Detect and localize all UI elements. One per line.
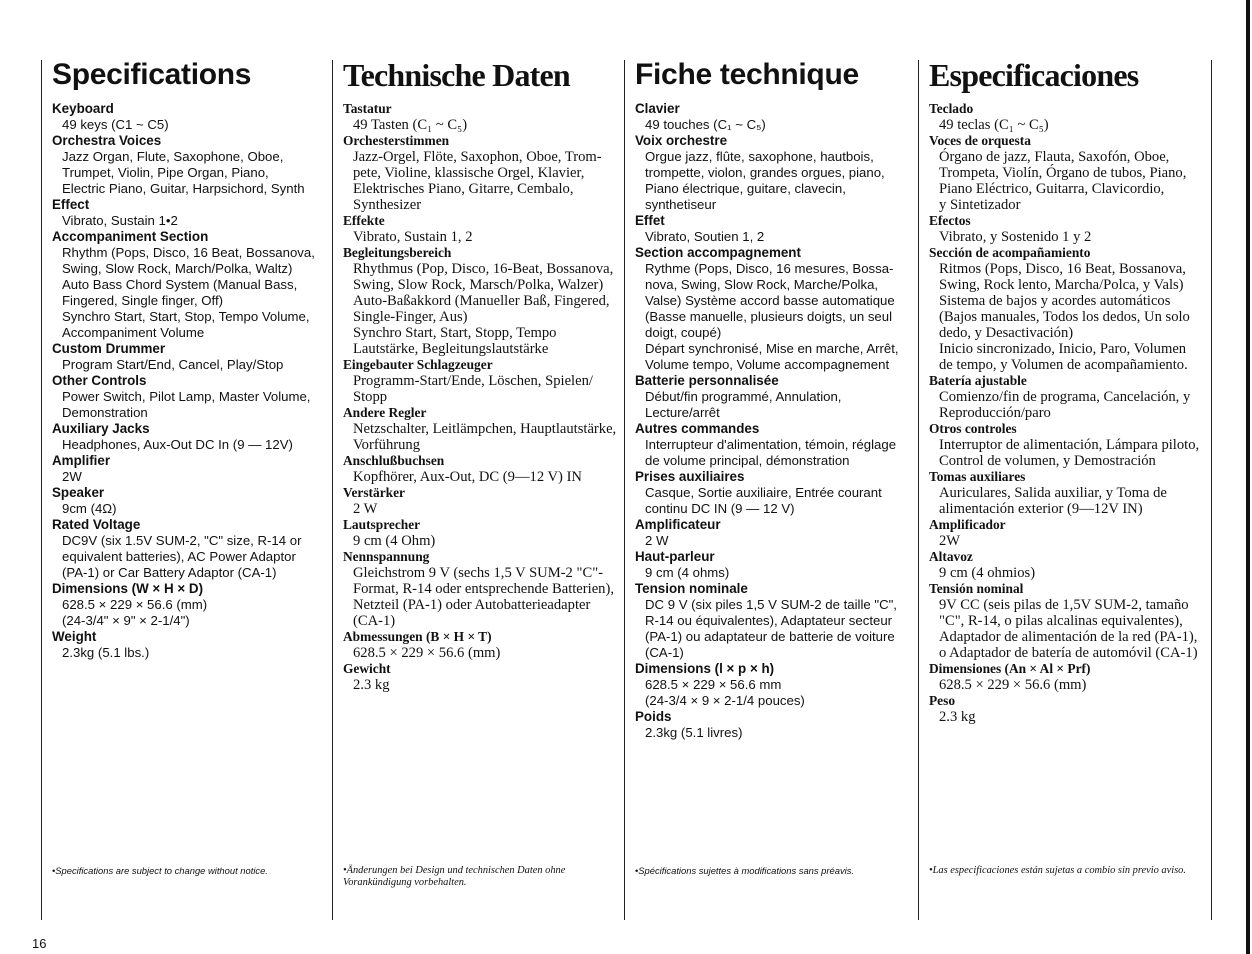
spec-value: Rhythm (Pops, Disco, 16 Beat, Bossanova, Swing, Slow Rock, March/Polka, Waltz) Auto Bass Chord System (Manual Bass, Fingered, Single finger, Off) Synchro Start, Start, Stop, Tempo Volume, Accompaniment Volume xyxy=(62,245,315,340)
spec-value: Netzschalter, Leitlämpchen, Hauptlautstärke, Vorführung xyxy=(353,421,617,453)
spec-value: 628.5 × 229 × 56.6 (mm) (24-3/4" × 9" × 2-1/4") xyxy=(62,597,208,628)
spec-term: Poids xyxy=(635,709,672,724)
spec-entry xyxy=(52,517,333,581)
spec-entry xyxy=(343,101,624,133)
spec-value: Comienzo/fin de programa, Cancelación, y Reproducción/paro xyxy=(939,389,1191,421)
spec-entry xyxy=(52,485,333,517)
spec-term: Tomas auxiliares xyxy=(929,469,1026,484)
spec-value: 9 cm (4 Ohm) xyxy=(353,533,436,549)
spec-entry xyxy=(52,421,333,453)
spec-value: Headphones, Aux-Out DC In (9 — 12V) xyxy=(62,437,293,452)
specs-column-french xyxy=(624,60,918,920)
spec-term: Prises auxiliaires xyxy=(635,469,745,484)
spec-term: Gewicht xyxy=(343,661,391,676)
spec-term: Haut-parleur xyxy=(635,549,715,564)
spec-term: Voces de orquesta xyxy=(929,133,1031,148)
spec-term: Speaker xyxy=(52,485,105,500)
spec-term: Amplificateur xyxy=(635,517,721,532)
specs-column-spanish xyxy=(918,57,1212,920)
spec-term: Weight xyxy=(52,629,97,644)
spec-entry xyxy=(635,373,918,421)
spec-entry xyxy=(635,133,918,213)
spec-value: Programm-Start/Ende, Löschen, Spielen/ Stopp xyxy=(353,373,593,405)
spec-entry xyxy=(929,581,1212,661)
spec-term: Orchesterstimmen xyxy=(343,133,450,148)
spec-value: Jazz Organ, Flute, Saxophone, Oboe, Trumpet, Violin, Pipe Organ, Piano, Electric Piano, Guitar, Harpsichord, Synth xyxy=(62,149,305,196)
spec-value: 2W xyxy=(62,469,82,484)
spec-value: Vibrato, Sustain 1, 2 xyxy=(353,229,473,245)
spec-value: 2.3 kg xyxy=(353,677,390,693)
spec-term: Tastatur xyxy=(343,101,392,116)
column-title: Especificaciones xyxy=(929,57,1139,93)
spec-term: Nennspannung xyxy=(343,549,430,564)
spec-term: Verstärker xyxy=(343,485,405,500)
spec-term: Batería ajustable xyxy=(929,373,1027,388)
spec-entry xyxy=(635,517,918,549)
spec-value: Auriculares, Salida auxiliar, y Toma de alimentación exterior (9—12V IN) xyxy=(939,485,1167,517)
spec-value: Interruptor de alimentación, Lámpara piloto, Control de volumen, y Demostración xyxy=(939,437,1200,469)
spec-term: Amplifier xyxy=(52,453,111,468)
spec-entry xyxy=(52,581,333,629)
spec-entry xyxy=(635,213,918,245)
spec-value: 9cm (4Ω) xyxy=(62,501,117,516)
spec-entry xyxy=(635,101,918,133)
spec-value: DC 9 V (six piles 1,5 V SUM-2 de taille "C", R-14 ou équivalentes), Adaptateur secteur (PA-1) ou adaptateur de batterie de voiture (CA-1) xyxy=(645,597,897,660)
spec-entry xyxy=(635,581,918,661)
spec-entry xyxy=(52,629,333,661)
spec-list xyxy=(929,101,1212,725)
spec-value: Interrupteur d'alimentation, témoin, réglage de volume principal, démonstration xyxy=(645,437,897,468)
spec-term: Autres commandes xyxy=(635,421,760,436)
specs-column-english xyxy=(41,60,333,920)
footnote: •Las especificaciones están sujetas a combio sin previo aviso. xyxy=(929,865,1186,876)
spec-term: Custom Drummer xyxy=(52,341,166,356)
spec-term: Effekte xyxy=(343,213,385,228)
spec-value: Gleichstrom 9 V (sechs 1,5 V SUM-2 "C"- Format, R-14 oder entsprechende Batterien), Netzteil (PA-1) oder Autobatterieadapter (CA-1) xyxy=(353,565,614,629)
spec-entry xyxy=(929,133,1212,213)
spec-value: 49 teclas (C₁ ~ C₅) xyxy=(939,117,1049,133)
spec-entry xyxy=(929,373,1212,421)
spec-term: Andere Regler xyxy=(343,405,427,420)
spec-entry xyxy=(929,469,1212,517)
spec-entry xyxy=(52,197,333,229)
spec-term: Peso xyxy=(929,693,956,708)
spec-term: Dimensions (W × H × D) xyxy=(52,581,204,596)
spec-entry xyxy=(343,245,624,357)
spec-term: Eingebauter Schlagzeuger xyxy=(343,357,493,372)
spec-value: 49 touches (C₁ ~ C₅) xyxy=(645,117,766,132)
spec-list xyxy=(343,101,624,693)
spec-entry xyxy=(343,133,624,213)
spec-entry xyxy=(635,245,918,373)
spec-entry xyxy=(635,709,918,741)
spec-value: 49 Tasten (C₁ ~ C₅) xyxy=(353,117,468,133)
spec-value: Rythme (Pops, Disco, 16 mesures, Bossa- nova, Swing, Slow Rock, Marche/Polka, Valse) Système accord basse automatique (Basse manuelle, plusieurs doigts, un seul doigt, coupé) Départ synchronisé, Mise en marche, Arrêt, Volume tempo, Volume accompagnement xyxy=(645,261,899,372)
spec-entry xyxy=(343,405,624,453)
spec-entry xyxy=(52,341,333,373)
spec-value: 2 W xyxy=(645,533,669,548)
footnote: •Specifications are subject to change without notice. xyxy=(52,865,268,876)
footnote: •Änderungen bei Design und technischen Daten ohne Vorankündigung vorbehalten. xyxy=(343,865,566,888)
spec-value: Órgano de jazz, Flauta, Saxofón, Oboe, Trompeta, Violín, Órgano de tubos, Piano, Piano Eléctrico, Guitarra, Clavicordio, y Sintetizador xyxy=(939,149,1187,213)
spec-entry xyxy=(929,661,1212,693)
spec-value: 2.3kg (5.1 lbs.) xyxy=(62,645,150,660)
spec-value: 2.3kg (5.1 livres) xyxy=(645,725,743,740)
spec-entry xyxy=(635,469,918,517)
spec-entry xyxy=(929,549,1212,581)
spec-value: Casque, Sortie auxiliaire, Entrée courant continu DC IN (9 — 12 V) xyxy=(645,485,882,516)
spec-entry xyxy=(52,133,333,197)
footnote: •Spécifications sujettes à modifications sans préavis. xyxy=(635,865,855,876)
column-title: Fiche technique xyxy=(635,58,859,91)
spec-term: Efectos xyxy=(929,213,971,228)
spec-term: Sección de acompañamiento xyxy=(929,245,1091,260)
spec-term: Tension nominale xyxy=(635,581,748,596)
spec-value: 49 keys (C1 ~ C5) xyxy=(62,117,169,132)
spec-value: 9V CC (seis pilas de 1,5V SUM-2, tamaño "C", R-14, o pilas alcalinas equivalentes), Adaptador de alimentación de la red (PA-1), o Adaptador de batería de automóvil (CA-1) xyxy=(939,597,1198,661)
spec-value: Program Start/End, Cancel, Play/Stop xyxy=(62,357,284,372)
spec-term: Batterie personnalisée xyxy=(635,373,779,388)
spec-term: Dimensions (l × p × h) xyxy=(635,661,775,676)
spec-value: Vibrato, Soutien 1, 2 xyxy=(645,229,765,244)
spec-term: Abmessungen (B × H × T) xyxy=(343,629,492,644)
column-divider xyxy=(1211,60,1212,920)
spec-term: Effect xyxy=(52,197,90,212)
spec-term: Effet xyxy=(635,213,665,228)
spec-value: 9 cm (4 ohmios) xyxy=(939,565,1036,581)
spec-term: Tensión nominal xyxy=(929,581,1024,596)
spec-entry xyxy=(929,693,1212,725)
page-number: 16 xyxy=(32,936,47,951)
spec-entry xyxy=(52,229,333,341)
spec-entry xyxy=(343,629,624,661)
spec-term: Other Controls xyxy=(52,373,147,388)
spec-entry xyxy=(52,373,333,421)
spec-term: Auxiliary Jacks xyxy=(52,421,150,436)
spec-value: Orgue jazz, flûte, saxophone, hautbois, trompette, violon, grandes orgues, piano, Piano électrique, guitare, clavecin, synthetiseur xyxy=(645,149,885,212)
spec-entry xyxy=(929,101,1212,133)
column-title: Specifications xyxy=(52,58,252,91)
spec-value: Début/fin programmé, Annulation, Lecture/arrêt xyxy=(645,389,842,420)
spec-term: Voix orchestre xyxy=(635,133,728,148)
spec-entry xyxy=(343,485,624,517)
spec-term: Accompaniment Section xyxy=(52,229,209,244)
spec-term: Dimensiones (An × Al × Prf) xyxy=(929,661,1091,676)
spec-value: Jazz-Orgel, Flöte, Saxophon, Oboe, Trom- pete, Violine, klassische Orgel, Klavier, Elektrisches Piano, Gitarre, Cembalo, Synthesizer xyxy=(353,149,602,213)
column-title: Technische Daten xyxy=(343,57,570,93)
spec-entry xyxy=(343,453,624,485)
spec-term: Lautsprecher xyxy=(343,517,421,532)
spec-value: DC9V (six 1.5V SUM-2, "C" size, R-14 or equivalent batteries), AC Power Adaptor (PA-1) or Car Battery Adaptor (CA-1) xyxy=(62,533,302,580)
spec-value: Ritmos (Pops, Disco, 16 Beat, Bossanova, Swing, Rock lento, Marcha/Polca, y Vals) Sistema de bajos y acordes automáticos (Bajos manuales, Todos los dedos, Un solo dedo, y Desactivación) Inicio sincronizado, Inicio, Paro, Volumen de tempo, y Volumen de acompañamiento. xyxy=(939,261,1190,373)
spec-value: 9 cm (4 ohms) xyxy=(645,565,730,580)
spec-value: Vibrato, y Sostenido 1 y 2 xyxy=(939,229,1092,245)
spec-term: Otros controles xyxy=(929,421,1017,436)
spec-term: Teclado xyxy=(929,101,974,116)
spec-term: Orchestra Voices xyxy=(52,133,162,148)
spec-value: Rhythmus (Pop, Disco, 16-Beat, Bossanova, Swing, Slow Rock, Marsch/Polka, Walzer) Auto-Baßakkord (Manueller Baß, Fingered, Single-Finger, Aus) Synchro Start, Start, Stopp, Tempo Lautstärke, Begleitungslautstärke xyxy=(353,261,614,357)
spec-list xyxy=(635,101,918,741)
spec-entry xyxy=(343,517,624,549)
spec-value: Vibrato, Sustain 1•2 xyxy=(62,213,178,228)
spec-entry xyxy=(929,421,1212,469)
page-edge-bar xyxy=(1246,0,1250,954)
spec-entry xyxy=(52,101,333,133)
spec-entry xyxy=(343,661,624,693)
spec-term: Section accompagnement xyxy=(635,245,801,260)
spec-entry xyxy=(929,213,1212,245)
spec-entry xyxy=(635,661,918,709)
spec-entry xyxy=(343,357,624,405)
spec-term: Rated Voltage xyxy=(52,517,141,532)
specs-column-german xyxy=(332,57,624,920)
spec-term: Altavoz xyxy=(929,549,973,564)
spec-entry xyxy=(343,549,624,629)
spec-value: 628.5 × 229 × 56.6 (mm) xyxy=(939,677,1087,693)
spec-entry xyxy=(343,213,624,245)
spec-entry xyxy=(929,245,1212,373)
spec-list xyxy=(52,101,333,661)
spec-term: Clavier xyxy=(635,101,680,116)
spec-entry xyxy=(52,453,333,485)
spec-term: Anschlußbuchsen xyxy=(343,453,445,468)
spec-term: Keyboard xyxy=(52,101,114,116)
spec-value: Power Switch, Pilot Lamp, Master Volume, Demonstration xyxy=(62,389,311,420)
spec-value: 2 W xyxy=(353,501,378,517)
spec-entry xyxy=(635,421,918,469)
spec-entry xyxy=(929,517,1212,549)
spec-term: Begleitungsbereich xyxy=(343,245,452,260)
spec-value: 2.3 kg xyxy=(939,709,976,725)
spec-value: 628.5 × 229 × 56.6 (mm) xyxy=(353,645,501,661)
spec-value: 2W xyxy=(939,533,961,549)
spec-value: 628.5 × 229 × 56.6 mm (24-3/4 × 9 × 2-1/4 pouces) xyxy=(645,677,805,708)
spec-entry xyxy=(635,549,918,581)
spec-value: Kopfhörer, Aux-Out, DC (9—12 V) IN xyxy=(353,469,582,485)
spec-term: Amplificador xyxy=(929,517,1006,532)
